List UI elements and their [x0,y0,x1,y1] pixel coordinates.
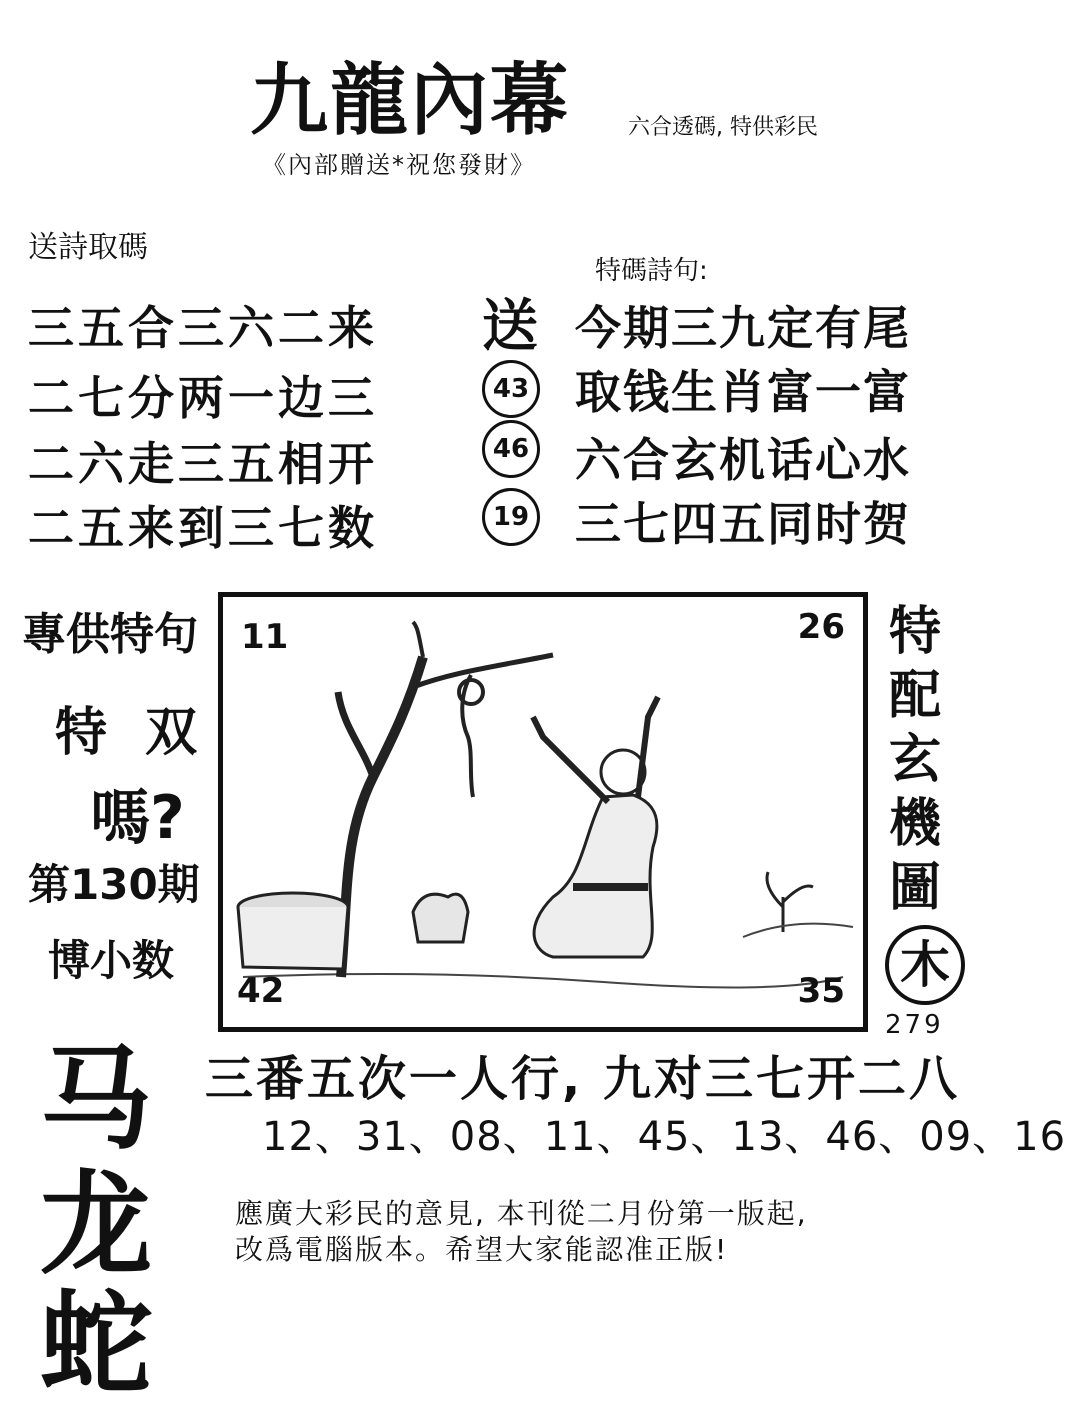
page-title: 九龍內幕 [250,56,571,146]
issue-code: 279 [885,1010,944,1040]
illustration [223,597,863,1027]
special-line: 三七四五同时贺 [575,497,911,551]
notice-line: 改爲電腦版本。希望大家能認准正版! [235,1233,729,1266]
vertical-char: 特 [888,602,941,662]
special-pair-text: 特 双 [55,703,208,763]
poem-line: 二五来到三七数 [28,501,378,555]
illustration-frame [218,592,868,1032]
special-line: 今期三九定有尾 [575,301,911,355]
zodiac-snake: 蛇 [40,1280,152,1410]
poem-line: 二六走三五相开 [28,437,378,491]
zodiac-dragon: 龙 [40,1160,152,1290]
number-list: 12、31、08、11、45、13、46、09、16 [262,1114,1066,1160]
poem-heading: 送詩取碼 [28,230,148,265]
corner-number-top-left: 11 [241,617,289,657]
special-offer-text: 專供特句 [22,609,198,660]
corner-number-bottom-left: 42 [237,971,285,1011]
special-line: 六合玄机话心水 [575,433,911,487]
small-number-text: 博小数 [48,936,175,985]
element-badge: 木 [885,925,965,1005]
notice-line: 應廣大彩民的意見, 本刊從二月份第一版起, [235,1197,808,1230]
corner-number-top-right: 26 [797,607,845,647]
special-chart-vertical-text [880,600,950,920]
vertical-char: 機 [888,794,941,854]
circled-number: 19 [482,488,540,546]
poem-line: 三五合三六二来 [28,301,378,355]
vertical-char: 圖 [888,858,941,918]
subtitle: 《內部贈送*祝您發財》 [262,151,536,179]
send-label: 送 [482,294,538,359]
vertical-char: 配 [888,666,941,726]
zodiac-horse: 马 [40,1035,152,1165]
corner-number-bottom-right: 35 [797,971,845,1011]
circled-number: 43 [482,360,540,418]
vertical-char: 玄 [888,730,941,790]
issue-number: 第130期 [28,860,200,909]
verse-line: 三番五次一人行, 九对三七开二八 [205,1051,960,1107]
special-heading: 特碼詩句: [595,256,708,286]
circled-number: 46 [482,420,540,478]
special-line: 取钱生肖富一富 [575,365,911,419]
question-text: 嗎? [90,783,185,853]
poem-line: 二七分两一边三 [28,371,378,425]
subtitle-right: 六合透碼, 特供彩民 [628,115,818,140]
